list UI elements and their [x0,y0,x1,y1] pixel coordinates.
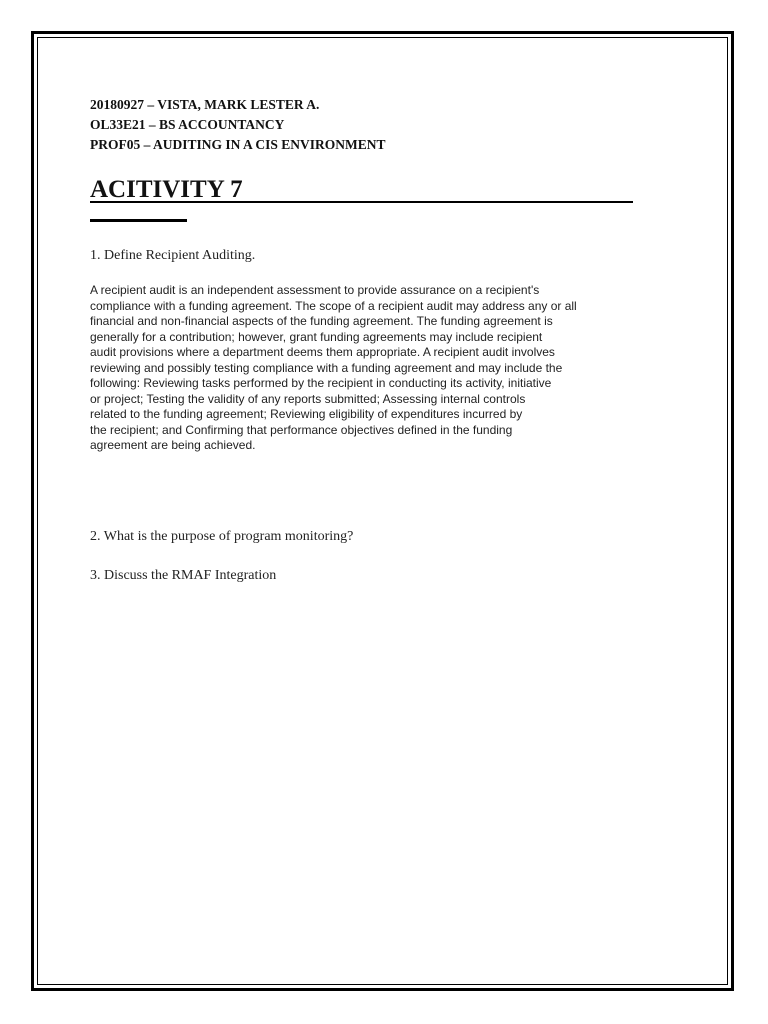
answer-line: reviewing and possibly testing compliance with a funding agreement and may include the [90,360,563,375]
answer-line: financial and non-financial aspects of the funding agreement. The funding agreement is [90,314,553,328]
question-1: 1. Define Recipient Auditing. [90,248,256,263]
activity-title: ACITIVITY 7 [90,176,243,203]
answer-1 [90,283,680,454]
student-id-name: 20180927 – VISTA, MARK LESTER A. [90,97,320,112]
title-underline-short [90,219,187,222]
student-header [90,95,386,155]
activity-title-block [90,175,633,205]
answer-line: or project; Testing the validity of any reports submitted; Assessing internal controls [90,391,526,406]
answer-line: following: Reviewing tasks performed by the recipient in conducting its activity, initiative [90,376,552,390]
question-3: 3. Discuss the RMAF Integration [90,568,277,583]
title-underline [90,201,633,203]
answer-line: generally for a contribution; however, grant funding agreements may include recipient [90,329,543,344]
section-program: OL33E21 – BS ACCOUNTANCY [90,117,285,132]
answer-line: related to the funding agreement; Reviewing eligibility of expenditures incurred by [90,407,523,421]
answer-line: agreement are being achieved. [90,438,256,452]
question-2: 2. What is the purpose of program monitoring? [90,529,354,544]
answer-line: compliance with a funding agreement. The scope of a recipient audit may address any or all [90,298,577,313]
answer-line: audit provisions where a department deems them appropriate. A recipient audit involves [90,345,555,359]
answer-line: the recipient; and Confirming that performance objectives defined in the funding [90,422,513,437]
answer-line: A recipient audit is an independent assessment to provide assurance on a recipient's [90,283,540,297]
course-title: PROF05 – AUDITING IN A CIS ENVIRONMENT [90,137,386,152]
